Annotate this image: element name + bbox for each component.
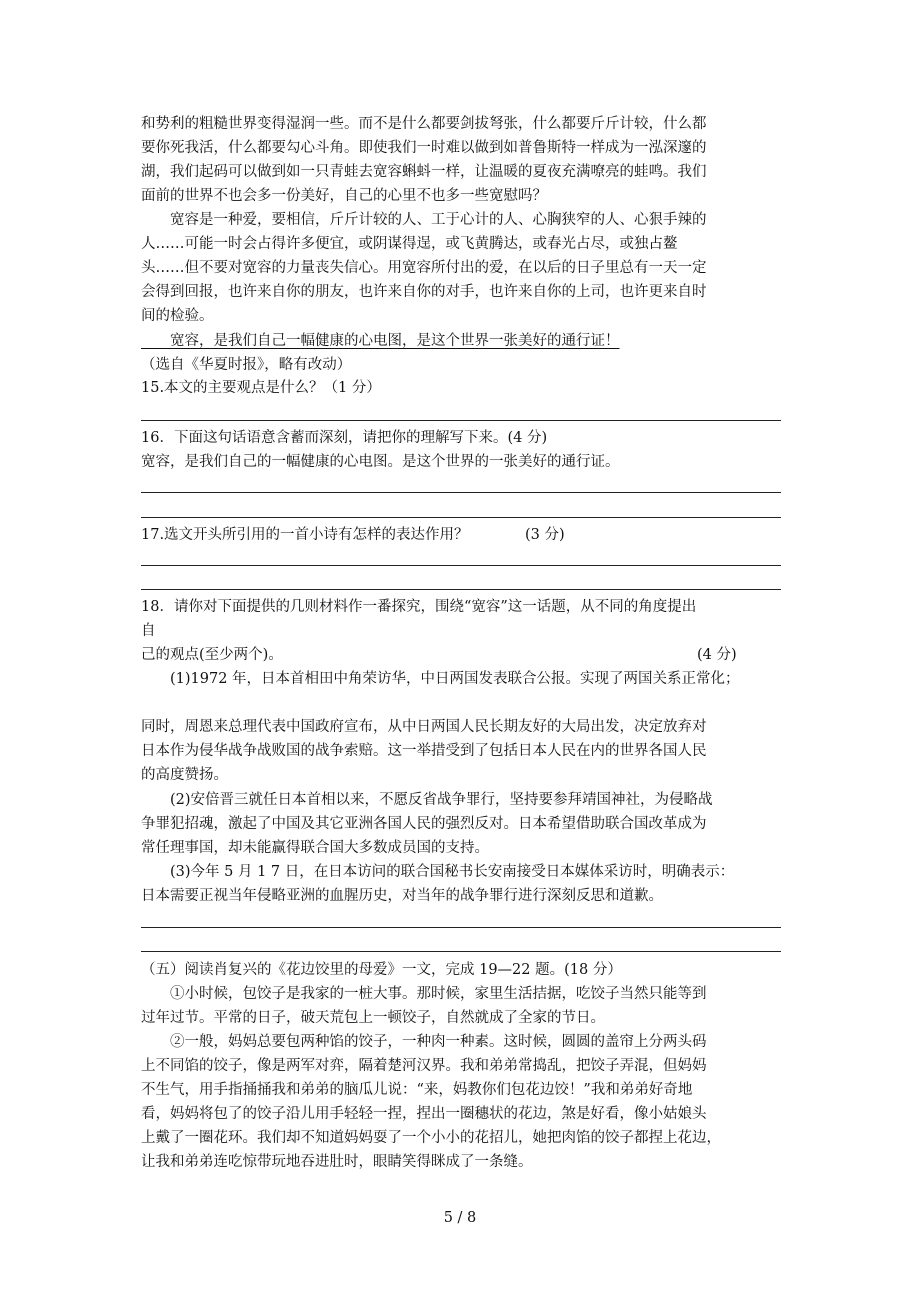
passage-final-sentence: 宽容，是我们自己一幅健康的心电图，是这个世界一张美好的通行证！ [141,333,620,349]
section-5-para-line: 过年过节。平常的日子，破天荒包上一顿饺子，自然就成了全家的节日。 [141,1010,605,1026]
section-5-para-line: 让我和弟弟连吃惊带玩地吞进肚时，眼睛笑得眯成了一条缝。 [141,1154,533,1170]
section-5-para-line: 上不同馅的饺子，像是两军对弈，隔着楚河汉界。我和弟弟常捣乱，把饺子弄混，但妈妈 [141,1058,707,1074]
page-number: 5 / 8 [443,1210,477,1226]
passage-line: 面前的世界不也会多一份美好，自己的心里不也多一些宽慰吗？ [141,188,547,204]
material-2-line: 常任理事国，却未能赢得联合国大多数成员国的支持。 [141,840,489,856]
question-18-wrap: 己的观点(至少两个)。 [141,647,283,663]
passage-line: 间的检验。 [141,308,214,324]
answer-line[interactable] [141,420,781,421]
question-18-wrap: 自 [141,623,156,639]
passage-line: 会得到回报，也许来自你的朋友，也许来自你的对手，也许来自你的上司，也许更来自时 [141,284,707,300]
question-17: 17.选文开头所引用的一首小诗有怎样的表达作用？ [141,527,469,543]
material-1-line: 同时，周恩来总理代表中国政府宣布，从中日两国人民长期友好的大局出发，决定放弃对 [141,719,707,735]
passage-source: （选自《华夏时报》，略有改动） [141,357,352,373]
answer-line[interactable] [141,951,781,952]
question-16-quote: 宽容，是我们自己的一幅健康的心电图。是这个世界的一张美好的通行证。 [141,454,620,470]
question-15: 15.本文的主要观点是什么？（1 分） [141,380,381,396]
section-5-para-line: 不生气，用手指捅捅我和弟弟的脑瓜儿说：“来，妈教你们包花边饺！”我和弟弟好奇地 [141,1082,693,1098]
question-17-score: (3 分) [525,527,565,543]
answer-line[interactable] [141,589,781,590]
answer-line[interactable] [141,565,781,566]
section-5-para-line: 看，妈妈将包了的饺子沿儿用手轻轻一捏，捏出一圈穗状的花边，煞是好看，像小姑娘头 [141,1106,707,1122]
section-5-para-line: 上戴了一圈花环。我们却不知道妈妈耍了一个小小的花招儿，她把肉馅的饺子都捏上花边， [141,1130,721,1146]
section-5-para-line: ②一般，妈妈总要包两种馅的饺子，一种肉一种素。这时候，圆圆的盖帘上分两头码 [141,1034,707,1050]
material-1-line: 的高度赞扬。 [141,767,228,783]
answer-line[interactable] [141,492,781,493]
answer-line[interactable] [141,927,781,928]
passage-line: 和势利的粗糙世界变得湿润一些。而不是什么都要剑拔弩张，什么都要斤斤计较，什么都 [141,116,707,132]
question-16: 16．下面这句话语意含蓄而深刻，请把你的理解写下来。(4 分) [141,430,548,446]
material-1-line: 日本作为侵华战争战败国的战争索赔。这一举措受到了包括日本人民在内的世界各国人民 [141,743,707,759]
question-18: 18．请你对下面提供的几则材料作一番探究，围绕“宽容”这一话题，从不同的角度提出 [141,599,697,615]
section-5-heading: （五）阅读肖复兴的《花边饺里的母爱》一文，完成 19—22 题。(18 分） [141,962,622,978]
material-3-line: (3)今年 5 月 1 7 日，在日本访问的联合国秘书长安南接受日本媒体采访时，明确表示： [141,864,735,880]
material-2-line: (2)安倍晋三就任日本首相以来，不愿反省战争罪行，坚持要参拜靖国神社，为侵略战 [141,792,713,808]
material-1-line: (1)1972 年，日本首相田中角荣访华，中日两国发表联合公报。实现了两国关系正常化； [141,671,740,687]
material-3-line: 日本需要正视当年侵略亚洲的血腥历史，对当年的战争罪行进行深刻反思和道歉。 [141,888,663,904]
material-2-line: 争罪犯招魂，激起了中国及其它亚洲各国人民的强烈反对。日本希望借助联合国改革成为 [141,816,707,832]
passage-line: 湖，我们起码可以做到如一只青蛙去宽容蝌蚪一样，让温暖的夏夜充满嘹亮的蛙鸣。我们 [141,164,707,180]
passage-line: 宽容是一种爱，要相信，斤斤计较的人、工于心计的人、心胸狭窄的人、心狠手辣的 [141,212,707,228]
question-18-score: (4 分) [697,647,737,663]
answer-line[interactable] [141,517,781,518]
passage-line: 人……可能一时会占得许多便宜，或阴谋得逞，或飞黄腾达，或春光占尽，或独占鳌 [141,236,678,252]
passage-line: 头……但不要对宽容的力量丧失信心。用宽容所付出的爱，在以后的日子里总有一天一定 [141,260,707,276]
passage-line: 要你死我活，什么都要勾心斗角。即使我们一时难以做到如普鲁斯特一样成为一泓深邃的 [141,140,707,156]
section-5-para-line: ①小时候，包饺子是我家的一桩大事。那时候，家里生活拮据，吃饺子当然只能等到 [141,986,707,1002]
